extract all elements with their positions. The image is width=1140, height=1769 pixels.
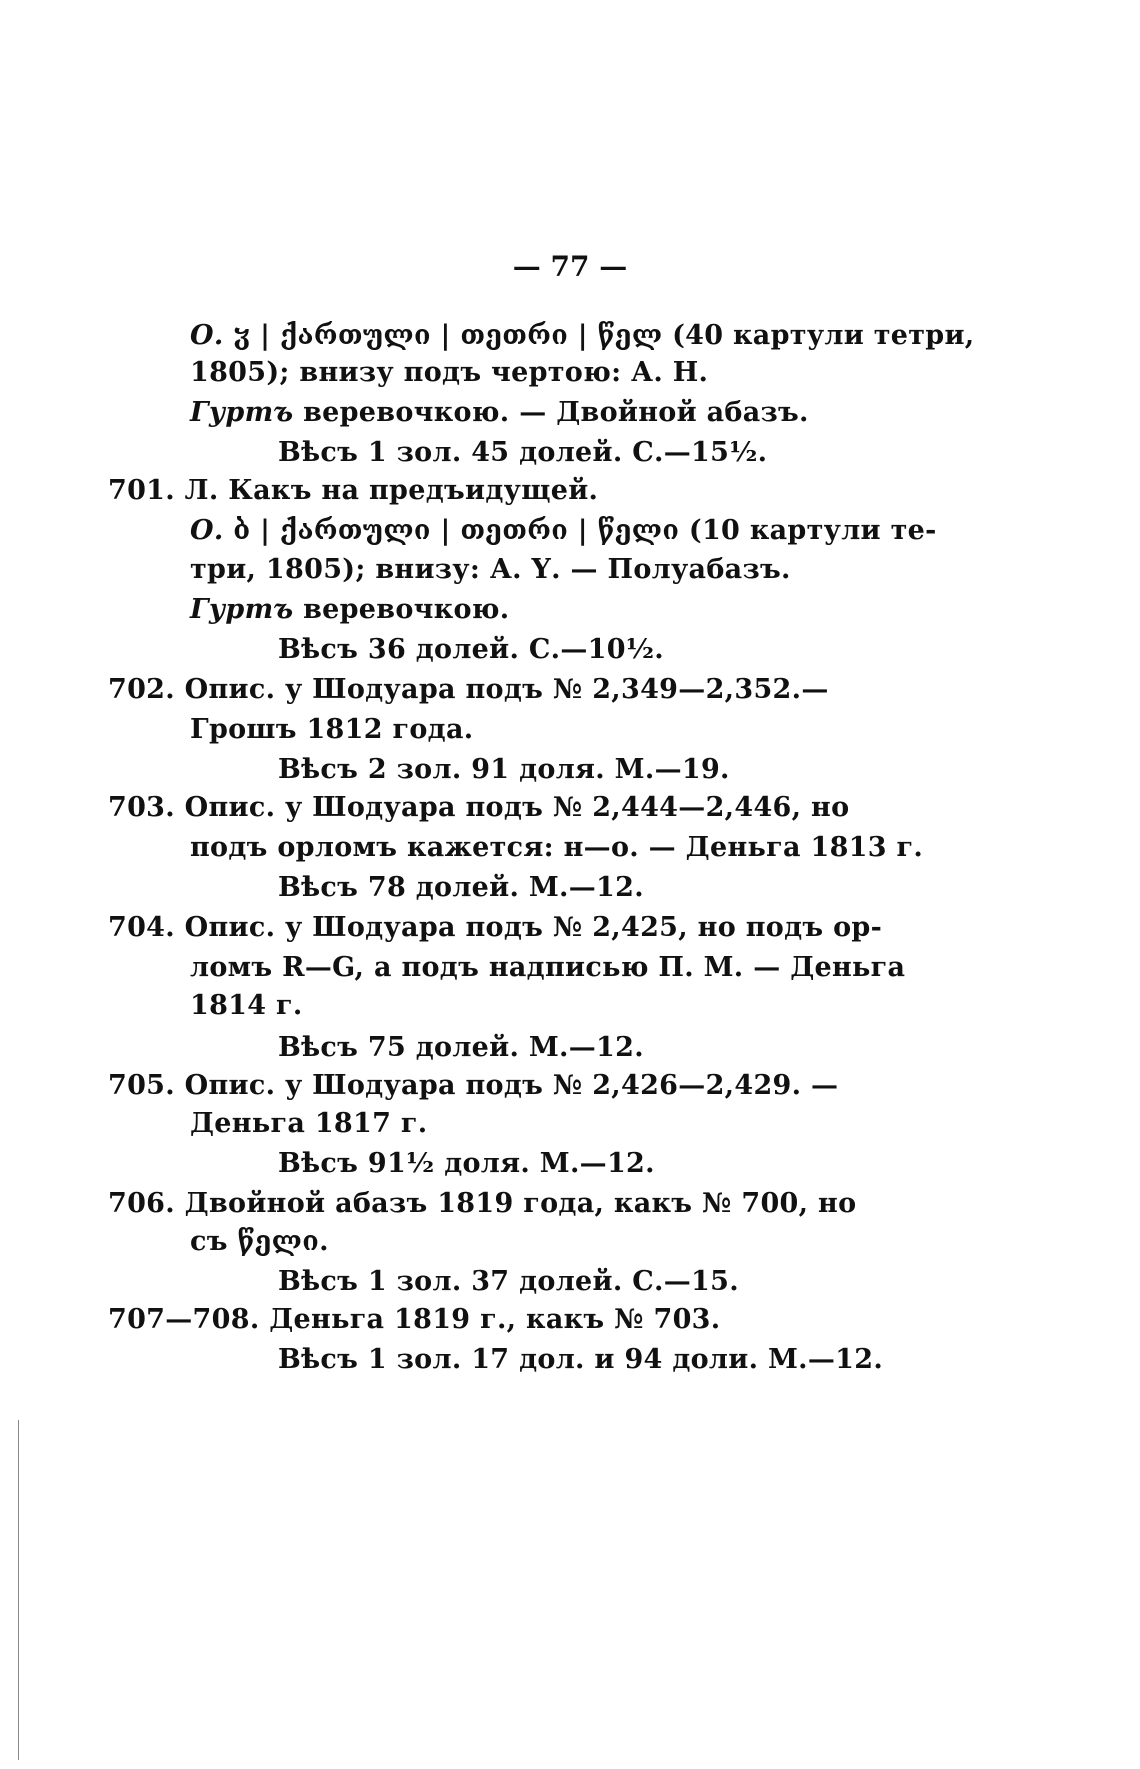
text-line xyxy=(190,552,791,588)
text-line xyxy=(190,712,473,748)
entry-number: 706. xyxy=(108,1188,175,1219)
line-text: 1805); внизу подъ чертою: А. Н. xyxy=(190,357,709,388)
text-line xyxy=(190,950,905,986)
line-text: веревочкою. xyxy=(303,594,510,625)
line-text: Опис. у Шодуара подъ № 2,444—2,446, но xyxy=(184,792,850,823)
text-line xyxy=(108,1302,720,1338)
text-line xyxy=(108,672,829,708)
entry-number: 702. xyxy=(108,674,175,705)
line-text: ломъ R—G, а подъ надписью П. М. — Деньга xyxy=(190,952,906,983)
obverse-label: О. xyxy=(190,515,224,546)
page-number: — 77 — xyxy=(512,250,628,283)
weight-line xyxy=(278,435,767,471)
weight-line xyxy=(278,752,730,788)
text-line xyxy=(190,1224,329,1260)
weight-line xyxy=(278,870,644,906)
line-text: Вѣсъ 2 зол. 91 доля. М.—19. xyxy=(278,754,730,785)
text-line xyxy=(108,473,598,509)
text-line xyxy=(190,1106,427,1142)
entry-number: 701. xyxy=(108,475,175,506)
obverse-label: О. xyxy=(190,320,224,351)
text-line xyxy=(190,513,937,549)
line-text: три, 1805); внизу: А. Ү. — Полуабазъ. xyxy=(190,554,791,585)
line-text: веревочкою. — Двойной абазъ. xyxy=(303,397,809,428)
edge-label: Гуртъ xyxy=(190,397,294,428)
line-text: съ წელი. xyxy=(190,1226,329,1257)
text-line xyxy=(190,318,975,354)
line-text: Вѣсъ 36 долей. С.—10½. xyxy=(278,634,664,665)
text-line xyxy=(190,592,510,628)
text-line xyxy=(108,910,882,946)
text-line xyxy=(190,988,303,1024)
weight-line xyxy=(278,1030,644,1066)
weight-line xyxy=(278,1146,655,1182)
weight-line xyxy=(278,1264,739,1300)
line-text: Деньга 1819 г., какъ № 703. xyxy=(269,1304,721,1335)
entry-number: 704. xyxy=(108,912,175,943)
weight-line xyxy=(278,632,664,668)
weight-line xyxy=(278,1342,883,1378)
line-text: Вѣсъ 78 долей. М.—12. xyxy=(278,872,644,903)
scan-edge-line xyxy=(18,1420,19,1760)
entry-number: 707—708. xyxy=(108,1304,260,1335)
line-text: Л. Какъ на предъидущей. xyxy=(184,475,599,506)
entry-number: 703. xyxy=(108,792,175,823)
line-text: Вѣсъ 1 зол. 45 долей. С.—15½. xyxy=(278,437,768,468)
line-text: Деньга 1817 г. xyxy=(190,1108,428,1139)
line-text: Двойной абазъ 1819 года, какъ № 700, но xyxy=(184,1188,857,1219)
line-text: Опис. у Шодуара подъ № 2,425, но подъ ор- xyxy=(184,912,883,943)
edge-label: Гуртъ xyxy=(190,594,294,625)
text-line xyxy=(108,790,849,826)
line-text: Вѣсъ 75 долей. М.—12. xyxy=(278,1032,644,1063)
text-line xyxy=(190,395,809,431)
text-line xyxy=(190,830,923,866)
text-line xyxy=(108,1068,838,1104)
line-text: подъ орломъ кажется: н—о. — Деньга 1813 г. xyxy=(190,832,924,863)
line-text: Опис. у Шодуара подъ № 2,426—2,429. — xyxy=(184,1070,839,1101)
line-text: Грошъ 1812 года. xyxy=(190,714,474,745)
line-text: 1814 г. xyxy=(190,990,303,1021)
line-text: | ქართული | თეთრი | წელ (40 картули тетри, xyxy=(260,320,975,351)
entry-number: 705. xyxy=(108,1070,175,1101)
text-line xyxy=(190,355,708,391)
text-line xyxy=(108,1186,856,1222)
line-text: Вѣсъ 1 зол. 17 дол. и 94 доли. М.—12. xyxy=(278,1344,884,1375)
georgian-mark: ჳ xyxy=(233,320,251,351)
line-text: Вѣсъ 1 зол. 37 долей. С.—15. xyxy=(278,1266,739,1297)
line-text: Опис. у Шодуара подъ № 2,349—2,352.— xyxy=(184,674,829,705)
line-text: Вѣсъ 91½ доля. М.—12. xyxy=(278,1148,655,1179)
line-text: ბ | ქართული | თეთრი | წელი (10 картули те- xyxy=(233,515,937,546)
